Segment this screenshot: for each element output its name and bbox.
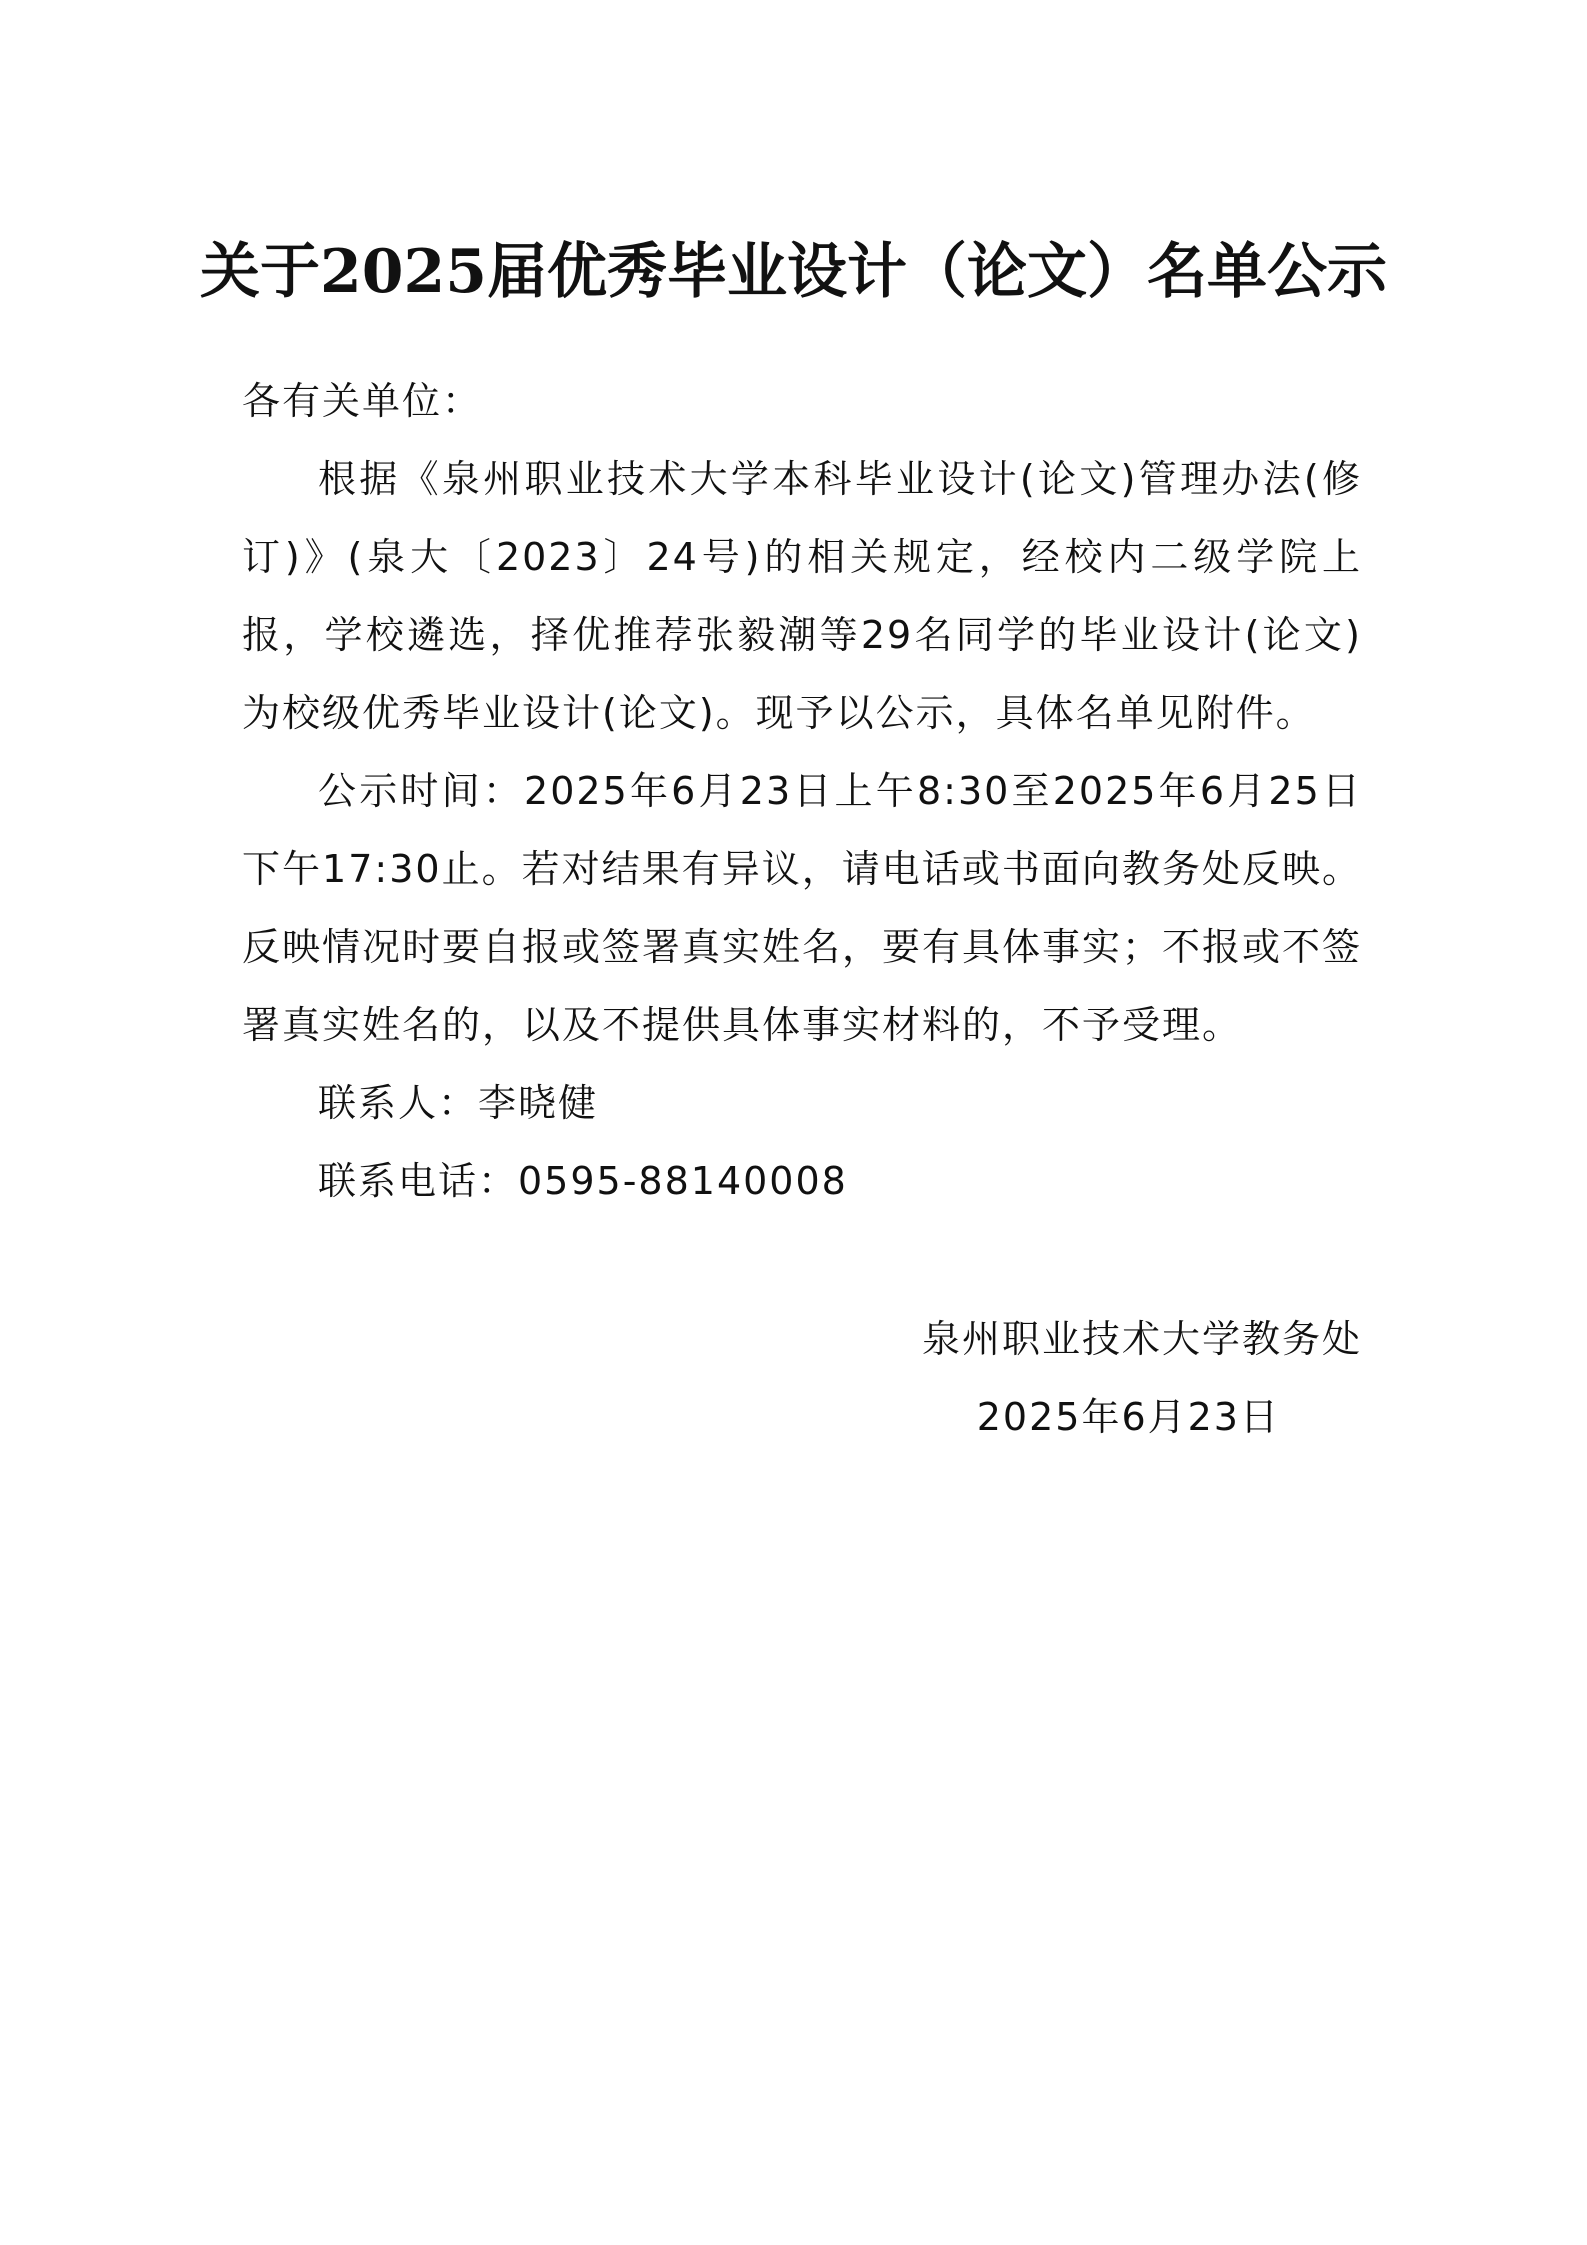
contact-phone: 联系电话：0595-88140008	[318, 1159, 848, 1203]
salutation: 各有关单位：	[242, 379, 483, 423]
signature-organization: 泉州职业技术大学教务处	[921, 1317, 1362, 1361]
signature-date: 2025年6月23日	[976, 1395, 1280, 1439]
document-title: 关于2025届优秀毕业设计（论文）名单公示	[200, 237, 1387, 307]
document-body	[242, 362, 1362, 1220]
signature-block	[922, 1300, 1362, 1456]
paragraph-basis: 根据《泉州职业技术大学本科毕业设计(论文)管理办法(修订)》(泉大〔2023〕24号)的相关规定，经校内二级学院上报，学校遴选，择优推荐张毅潮等29名同学的毕业设计(论文)为校级优秀毕业设计(论文)。现予以公示，具体名单见附件。	[242, 457, 1362, 735]
paragraph-publicity-period: 公示时间：2025年6月23日上午8:30至2025年6月25日下午17:30止。若对结果有异议，请电话或书面向教务处反映。反映情况时要自报或签署真实姓名，要有具体事实；不报或不签署真实姓名的，以及不提供具体事实材料的，不予受理。	[242, 769, 1363, 1047]
contact-person: 联系人：李晓健	[318, 1081, 599, 1125]
